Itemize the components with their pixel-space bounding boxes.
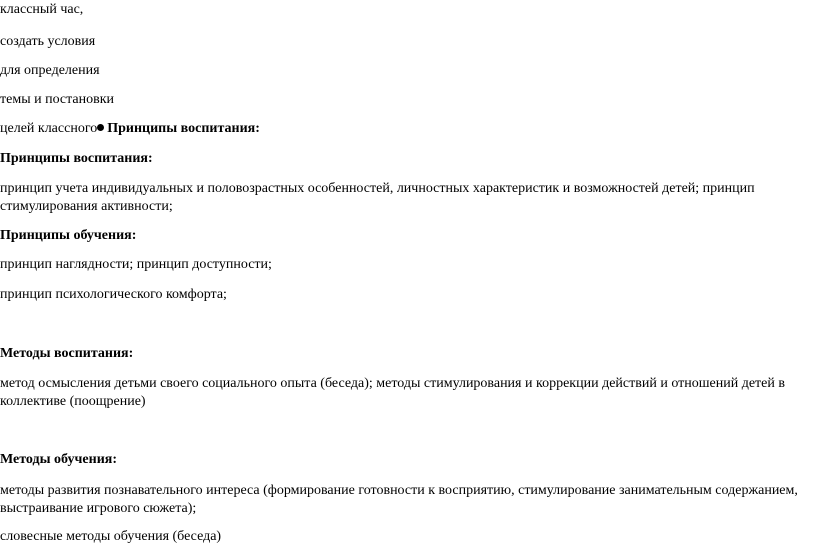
- paragraph-principles-learning-1: принцип наглядности; принцип доступности;: [0, 257, 272, 272]
- text-line: темы и постановки: [0, 92, 115, 107]
- text-line-with-bullet: [0, 120, 800, 138]
- text-line: для определения: [0, 63, 100, 78]
- text-line: создать условия: [0, 34, 96, 49]
- text-line: классный час,: [0, 2, 84, 17]
- paragraph-methods-learning-1: методы развития познавательного интереса (формирование готовности к восприятию, стимулирование занимательным содержанием, выстраивание игрового сюжета);: [0, 483, 798, 516]
- heading-methods-learning: Методы обучения:: [0, 452, 117, 467]
- heading-principles-upbringing: Принципы воспитания:: [0, 151, 153, 166]
- bullet-icon: [97, 124, 104, 131]
- paragraph-methods-upbringing: метод осмысления детьми своего социального опыта (беседа); методы стимулирования и коррекции действий и отношений детей в коллективе (поощрение): [0, 376, 785, 409]
- inline-heading: Принципы воспитания:: [107, 121, 260, 136]
- paragraph-principles-upbringing: принцип учета индивидуальных и половозрастных особенностей, личностных характеристик и возможностей детей; принцип стимулирования активности;: [0, 181, 755, 214]
- heading-methods-upbringing: Методы воспитания:: [0, 346, 134, 361]
- text-fragment: целей классного: [0, 121, 98, 136]
- paragraph-principles-learning-2: принцип психологического комфорта;: [0, 287, 227, 302]
- heading-principles-learning: Принципы обучения:: [0, 228, 137, 243]
- paragraph-methods-learning-2: словесные методы обучения (беседа): [0, 529, 222, 544]
